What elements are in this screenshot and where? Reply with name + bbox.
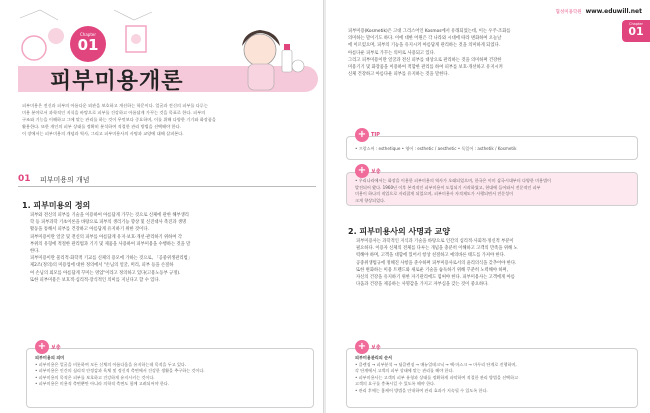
note-box-procedure [346,341,638,408]
tip-icon: + [355,128,369,142]
plus-icon: + [355,340,369,354]
section-number: 01 [18,174,31,184]
subsection-body-2: 피부미용사는 과학적인 지식과 기술을 바탕으로 인간의 심리적·사회적·정신적 부분이 필요하다. 이용자 신체의 전체를 다루는 개념을 충분히 이해하고 고객의 만족을 위해 노 력해야 하며, 고객을 대함에 있어서 항상 친절하고 예의바른 태도를 가져야 한다. 공중위생법규에 정해진 사항을 준수하며 피부미용사로서의 윤리의식을 갖추어야 한다. 또한 변화하는 미용 트렌드와 새로운 기술을 습득하기 위해 꾸준히 노력해야 하며, 자신의 건강을 유지하기 위한 자기관리에도 힘써야 한다. 피부미용사는 고객에게 아름 다움과 건강을 제공하는 사명감을 가지고 자부심을 갖는 것이 중요하다. [356,239,518,288]
section-header [18,174,316,187]
illustration-woman-icon [222,20,312,94]
subsection-title: 1. 피부미용의 정의 [22,201,91,210]
chapter-number: 01 [77,36,99,54]
tip-box [346,129,638,160]
plus-icon: + [355,164,369,178]
tip-label: TIP [371,132,380,138]
chapter-label: Chapter [80,32,96,37]
etymology-paragraph: 피부미용(Kosmetik)은 고대 그리스어인 Kosmos에서 유래되었는데, 이는 우주·조화를 의미하는 말이기도 하다. 이에 대한 어원은 각 나라와 시대에 따라 변화하여 오늘날 에 이르렀으며, 피부의 기능을 유지시켜 아름답게 관리하는 것을 의미하게 되었다. 아름다운 피부로 가꾸는 의미로 사용되고 있다. 그리고 피부미용이란 얼굴과 전신 피부를 대상으로 관리하는 것을 의미하며 건강한 미용기기 및 화장품을 이용하여 적합한 관리를 하여 피부를 보호·개선하고 유지시켜 신체 건강하고 아름다운 피부를 유지하는 것을 말한다. [348,29,511,78]
tab-number: 01 [628,25,644,38]
note-label: 보충 [371,168,381,175]
site-url: www.eduwill.net [585,8,642,15]
page-header-brand [556,8,642,15]
note-content: 피부미용의 의미 • 피부미용은 얼굴을 비롯하여 모든 신체의 아름다움을 유지하는데 목적을 두고 있다. • 피부미용은 인간의 심리적 안정감과 육체 및 정신적 측면에서 건강한 생활을 추구하는 것이다. • 피부미용의 목적은 피부를 보호하고 건강하게 유지시키는 것이다. • 피부미용은 미용적 측면뿐만 아니라 의학적 측면도 함께 고려되어야 한다. [35,355,307,388]
note-content: • 우리나라에서는 화장을 이용한 피부미용의 역사가 오래되었으며, 한국은 이미 삼국시대부터 다양한 미용법이 발전되어 왔다. 1960년 이후 본격적인 피부미용이 도입되기 시작하였고, 현대에 들어와서 전문적인 피부 미용이 하나의 직업으로 자리잡게 되었으며, 피부미용사 자격제도가 시행되면서 전문성이 크게 향상되었다. [355,178,551,203]
left-page [0,0,324,413]
section-title: 피부미용의 개념 [40,176,90,184]
chapter-badge [70,26,106,62]
note-label: 보충 [51,344,61,351]
note-header [35,340,61,354]
tip-header [355,128,380,142]
chapter-tab [622,20,650,42]
note-label: 보충 [371,344,381,351]
note-title: 피부미용의 의미 [35,355,65,360]
intro-paragraph: 피부미용은 전신과 피부의 아름다운 외관을 보호하고 개선하는 학문이다. 얼굴과 전신의 피부를 다루는 미용 분야로서 과학적인 지식을 바탕으로 피부를 건강하고 아름답게 가꾸는 것을 목표로 한다. 피부의 구조와 기능을 이해하고 그에 맞는 관리를 하는 것이 무엇보다 중요하며, 이를 위해 다양한 기기와 화장품을 활용한다. 또한 개인의 피부 상태를 정확히 분석하여 적절한 관리 방법을 선택해야 한다. 이 장에서는 피부미용의 개념과 역사, 그리고 피부미용사의 사명과 교양에 대해 살펴본다. [22,103,216,136]
subsection-title-2: 2. 피부미용사의 사명과 교양 [348,227,450,236]
note-header [355,164,381,178]
chapter-title: 피부미용개론 [50,69,184,94]
tab-label: Chapter [629,22,643,26]
note-title: 피부미용관리의 순서 [355,355,393,360]
academy-name: 협성미용학원 [555,9,582,15]
note-box-history [346,165,638,206]
note-header [355,340,381,354]
plus-icon: + [35,340,49,354]
tip-content: • 프랑스어 : esthetique • 영어 : esthetic / aesthetic • 독일어 : asthetik / Kosmetik [355,146,517,151]
right-page [326,0,650,413]
note-content: 피부미용관리의 순서 • 클렌징 → 피부분석 → 딥클렌징 → 매뉴얼테크닉 → 팩·마스크 → 마무리 단계로 진행하며, 각 단계에서 고객의 피부 상태에 맞는 관리를 해야 한다. • 피부미용사는 고객의 피부 유형과 상태를 정확하게 파악하여 적절한 관리 방법을 선택하고 고객의 요구를 충족시킬 수 있도록 해야 한다. • 관리 후에는 홈케어 방법을 안내하여 관리 효과가 지속될 수 있도록 한다. [355,355,631,395]
subsection-body: 피부와 전신의 피부를 기술을 이용하여 아름답게 가꾸는 것으로 신체에 관한 해부생리 학 등 피부과학 기초이론을 바탕으로 피부의 생리기능 향상 및 신진대사 촉진과 생명 활동을 통해서 피부를 건강하고 아름답게 유지하기 위한 것이다. 피부미용이란 얼굴 및 전신의 피부를 아름답게 유지·보호·개선·관리하기 위하여 각 부위의 유형에 적절한 관리법과 기기 및 제품을 사용하여 피부미용을 수행하는 것을 말 한다. 피부미용이란 물리적·화학적 기교를 신체의 용모에 가하는 것으로, 「공중위생관리법」 제2조(정의)의 미용업에 대한 정의에서 "손님의 얼굴, 머리, 피부 등을 손질하 여 손님의 외모를 아름답게 꾸미는 영업"이라고 정의하고 있다(고용노동부 규정). 또한 피부미용은 보호적·심리적·장식적인 의미를 지닌다고 할 수 있다. [30,213,193,283]
note-box [26,341,314,408]
